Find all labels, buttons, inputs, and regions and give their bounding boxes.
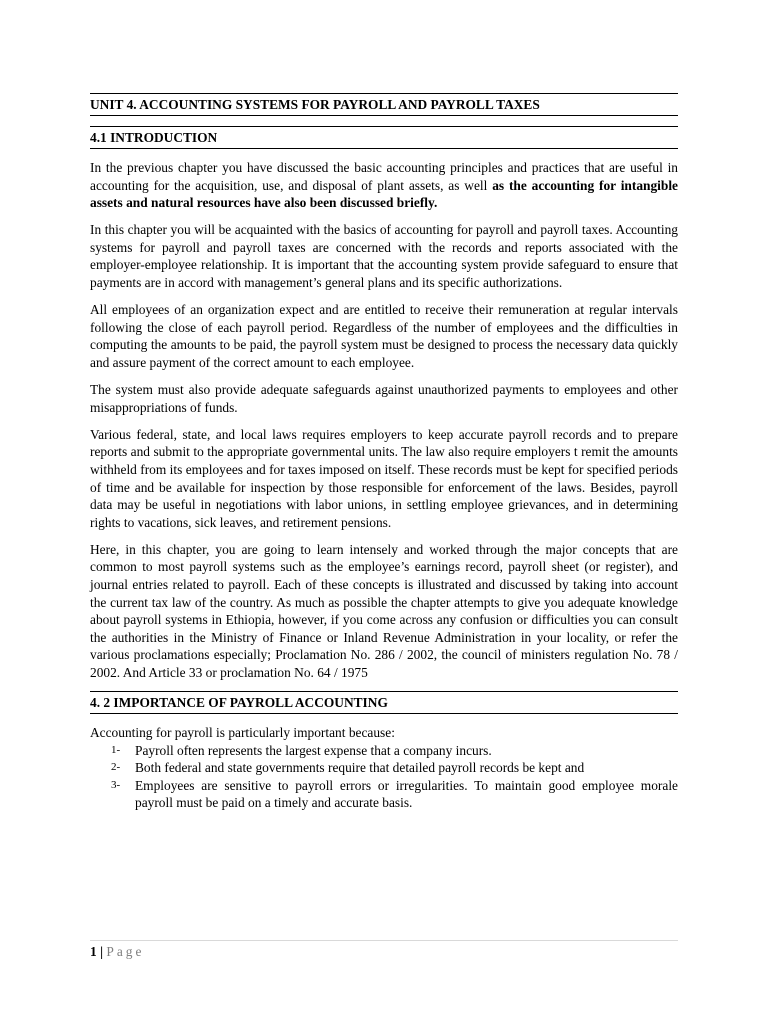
list-item xyxy=(90,777,678,812)
document-page xyxy=(90,93,678,812)
intro-paragraph-4: The system must also provide adequate safeguards against unauthorized payments to employees and other misappropriations of funds. xyxy=(90,382,678,415)
list-item-text: Payroll often represents the largest expense that a company incurs. xyxy=(135,742,492,758)
intro-paragraph-6: Here, in this chapter, you are going to learn intensely and worked through the major concepts that are common to most payroll systems such as the employee’s earnings record, payroll sheet (or register), and journal entries related to payroll. Each of these concepts is illustrated and discussed by taking into account the current tax law of the country. As much as possible the chapter attempts to give you adequate knowledge about payroll systems in Ethiopia, however, if you come across any confusion or difficulties you can consult the authorities in the Ministry of Finance or Inland Revenue Administration in your locality, or refer the various proclamations especially; Proclamation No. 286 / 2002, the council of ministers regulation No. 78 / 2002. And Article 33 or proclamation No. 64 / 1975 xyxy=(90,541,678,680)
intro-paragraph-5: Various federal, state, and local laws requires employers to keep accurate payroll records and to prepare reports and submit to the appropriate governmental units. The law also require employers t remit the amounts withheld from its employees and for taxes imposed on itself. These records must be kept for specified periods of time and be available for inspection by those responsible for enforcement of the laws. Besides, payroll data may be useful in negotiations with labor unions, in settling employee grievances, and in determining rights to vacations, sick leaves, and retirement pensions. xyxy=(90,426,678,530)
section-heading-introduction: 4.1 INTRODUCTION xyxy=(90,126,678,149)
list-item xyxy=(90,742,678,760)
list-item xyxy=(90,759,678,777)
intro-paragraph-1-bold: as the accounting for intangible assets and natural resources have also been discussed briefly. xyxy=(90,177,678,211)
importance-lead: Accounting for payroll is particularly important because: xyxy=(90,725,395,741)
list-item-number: 3- xyxy=(111,778,121,791)
list-item-text: Employees are sensitive to payroll errors or irregularities. To maintain good employee morale payroll must be paid on a timely and accurate basis. xyxy=(135,777,678,811)
page-separator: | xyxy=(100,944,104,959)
intro-paragraph-1-text: In the previous chapter you have discussed the basic accounting principles and practices that are useful in accounting for the acquisition, use, and disposal of plant assets, as well xyxy=(90,160,678,193)
page-label: Page xyxy=(106,944,145,959)
list-item-text: Both federal and state governments require that detailed payroll records be kept and xyxy=(135,760,585,776)
section-heading-importance: 4. 2 IMPORTANCE OF PAYROLL ACCOUNTING xyxy=(90,691,678,714)
list-item-number: 1- xyxy=(111,743,121,756)
intro-paragraph-2: In this chapter you will be acquainted with the basics of accounting for payroll and payroll taxes. Accounting systems for payroll and payroll taxes are concerned with the records and reports associated with the employer-employee relationship. It is important that the accounting system provide safeguard to ensure that payments are in accord with management’s general plans and its specific authorizations. xyxy=(90,222,678,291)
page-number: 1 xyxy=(90,944,97,959)
intro-paragraph-1 xyxy=(90,159,678,212)
intro-paragraph-3: All employees of an organization expect and are entitled to receive their remuneration at regular intervals following the close of each payroll period. Regardless of the number of employees and the difficulties in computing the amounts to be paid, the payroll system must be designed to process the necessary data quickly and assure payment of the correct amount to each employee. xyxy=(90,302,678,370)
unit-title: UNIT 4. ACCOUNTING SYSTEMS FOR PAYROLL AND PAYROLL TAXES xyxy=(90,93,678,116)
importance-list xyxy=(90,742,678,812)
page-footer xyxy=(90,940,678,961)
list-item-number: 2- xyxy=(111,761,121,774)
